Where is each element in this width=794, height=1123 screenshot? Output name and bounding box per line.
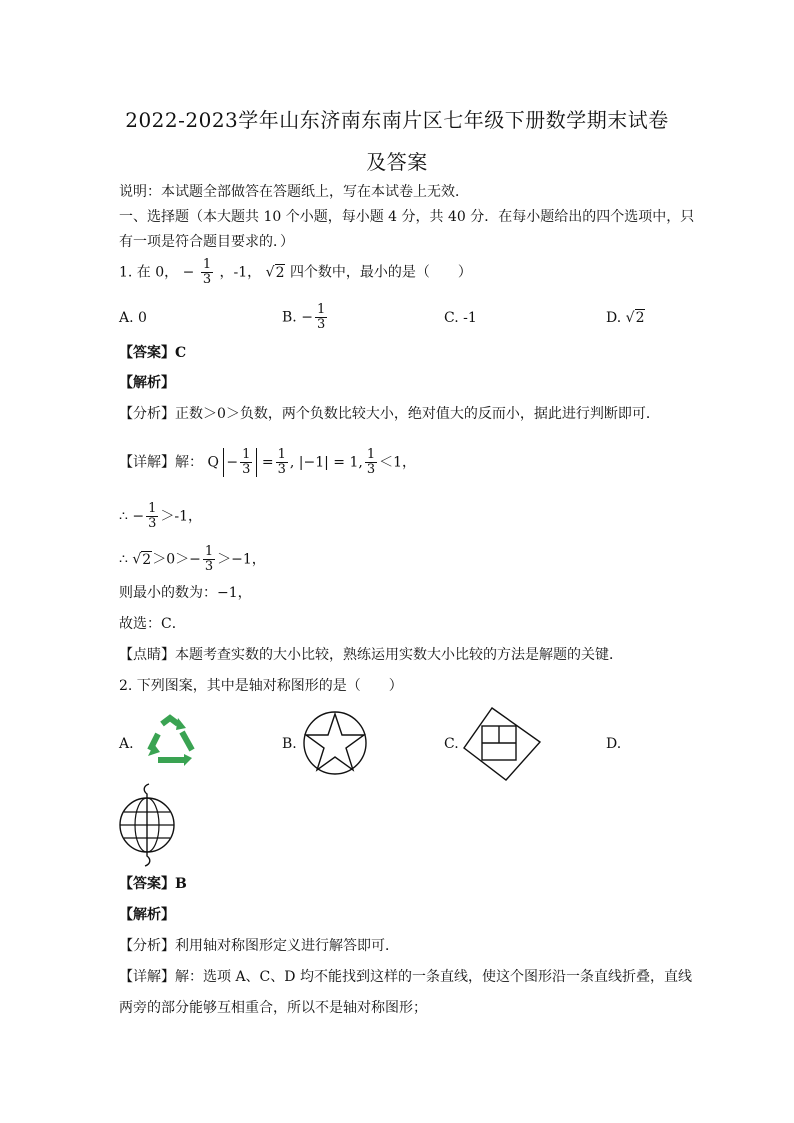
q2-stem: 2. 下列图案，其中是轴对称图形的是（ ） xyxy=(119,678,403,694)
q1-stem-fraction xyxy=(201,258,213,287)
doc-title-line1: 2022-2023学年山东济南东南片区七年级下册数学期末试卷 xyxy=(125,108,669,132)
q1-comment: 【点睛】本题考查实数的大小比较，熟练运用实数大小比较的方法是解题的关键． xyxy=(119,647,623,663)
q1-line-b-den: 3 xyxy=(204,559,214,574)
q1-detail-q: Q xyxy=(207,454,219,471)
q2-analysis: 【解析】 xyxy=(119,907,175,923)
q1-option-c: C. -1 xyxy=(444,310,477,326)
q1-line-b-sqrt-val: 2 xyxy=(142,551,152,568)
q1-line-b-prefix: ∴ xyxy=(119,551,133,568)
globe-icon xyxy=(116,782,178,868)
q1-line-b-frac xyxy=(203,545,215,574)
section-heading-line1: 一、选择题（本大题共 10 个小题，每小题 4 分，共 40 分．在每小题给出的四个选项中，只 xyxy=(119,209,695,225)
q1-stem xyxy=(119,258,472,287)
q1-line-b-sqrt: √2 xyxy=(132,551,152,568)
q1-option-b-den: 3 xyxy=(316,317,326,332)
q1-line-a-frac xyxy=(146,502,158,531)
squares-figure-icon xyxy=(462,706,542,782)
q1-stem-sqrt: √2 xyxy=(265,264,285,281)
q2-option-d-label: D. xyxy=(606,736,622,752)
q1-analysis: 【解析】 xyxy=(119,375,175,391)
q1-min-line: 则最小的数为：−1， xyxy=(119,585,252,601)
q1-line-b-suffix: ＞−1， xyxy=(217,551,266,568)
q1-detail-frac3-den: 3 xyxy=(366,462,376,477)
q1-stem-frac-num: 1 xyxy=(202,257,212,272)
q1-fenxi: 【分析】正数＞0＞负数，两个负数比较大小，绝对值大的反而小，据此进行判断即可． xyxy=(119,406,660,422)
q1-option-b-label: B. xyxy=(282,309,302,326)
q1-detail-abs-num: 1 xyxy=(242,447,251,462)
q1-line-a-prefix: ∴ − xyxy=(119,508,145,525)
q1-detail-label: 【详解】解： xyxy=(119,454,203,471)
q1-line-b xyxy=(119,545,266,574)
q1-option-a: A. 0 xyxy=(119,310,147,326)
q1-line-a-den: 3 xyxy=(148,516,157,531)
doc-title-line2: 及答案 xyxy=(366,150,428,174)
q1-stem-frac-den: 3 xyxy=(202,272,212,287)
q1-line-b-num: 1 xyxy=(204,544,214,559)
q2-detail-line1: 【详解】解：选项 A、C、D 均不能找到这样的一条直线，使这个图形沿一条直线折叠，直线 xyxy=(119,969,692,985)
q1-line-a xyxy=(119,502,202,531)
star-in-circle-icon xyxy=(302,710,368,776)
q1-detail: 【详解】解： Q − $\frac{1}{3}$ = $\frac{1}{3}$ , |−1| = 1, $\frac{1}{3}$ ＜1， xyxy=(119,447,417,477)
q1-detail-abs-minus: − xyxy=(226,454,239,471)
recycle-icon xyxy=(140,714,200,768)
q1-option-d-label: D. xyxy=(606,310,626,326)
q1-option-b-minus: − xyxy=(301,309,313,326)
q2-option-b-label: B. xyxy=(282,736,297,752)
q2-option-a-label: A. xyxy=(119,736,134,752)
q1-stem-mid: ，-1， xyxy=(219,264,262,281)
q2-option-c-label: C. xyxy=(444,736,459,752)
q1-detail-frac2 xyxy=(276,448,288,477)
q1-option-b-fraction xyxy=(315,303,327,332)
q1-choose: 故选：C． xyxy=(119,616,186,632)
q1-line-a-num: 1 xyxy=(148,501,157,516)
q1-detail-abs-den: 3 xyxy=(242,462,251,477)
q1-answer: 【答案】C xyxy=(119,345,187,361)
q1-stem-prefix: 1. 在 0， xyxy=(119,264,179,281)
q1-stem-suffix: 四个数中，最小的是（ ） xyxy=(289,264,472,281)
q1-option-d-sqrt-val: 2 xyxy=(635,310,645,326)
q1-option-b xyxy=(282,303,329,332)
q1-stem-sqrt-val: 2 xyxy=(275,264,285,281)
q1-detail-frac2-den: 3 xyxy=(277,462,286,477)
q1-line-b-mid: ＞0＞− xyxy=(152,551,201,568)
q2-answer: 【答案】B xyxy=(119,876,187,892)
exam-note: 说明：本试题全部做答在答题纸上，写在本试卷上无效． xyxy=(119,184,469,200)
q1-option-d-sqrt: √2 xyxy=(625,310,645,326)
section-heading-line2: 有一项是符合题目要求的．） xyxy=(119,234,294,250)
q1-stem-minus: − xyxy=(182,264,195,281)
q1-option-b-num: 1 xyxy=(316,302,326,317)
q1-detail-abs-frac xyxy=(240,448,252,477)
q1-detail-frac2-num: 1 xyxy=(277,447,286,462)
q2-detail-line2: 两旁的部分能够互相重合，所以不是轴对称图形； xyxy=(119,1000,427,1016)
q2-fenxi: 【分析】利用轴对称图形定义进行解答即可． xyxy=(119,938,399,954)
q1-detail-abs xyxy=(223,448,257,477)
q1-line-a-suffix: ＞-1， xyxy=(160,508,203,525)
q1-detail-frac3-num: 1 xyxy=(366,447,376,462)
q1-detail-frac3 xyxy=(365,448,377,477)
q1-option-d xyxy=(606,308,645,328)
